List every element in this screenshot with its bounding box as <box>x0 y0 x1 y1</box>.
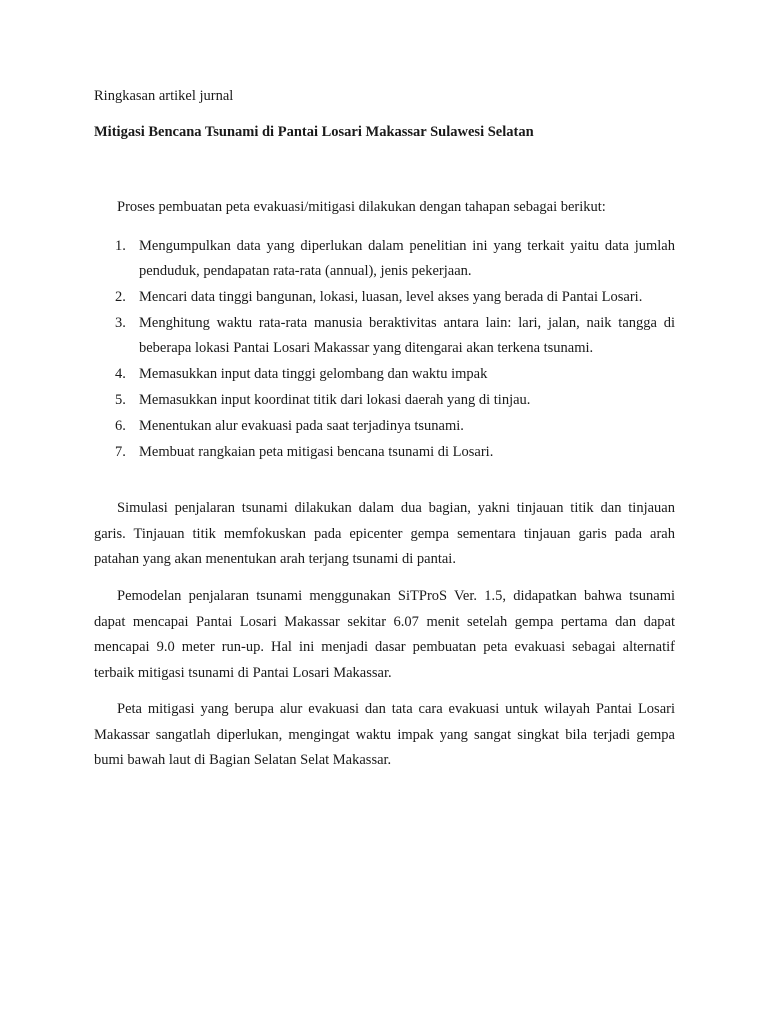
list-item-number: 4. <box>115 366 126 382</box>
list-item-text: Mencari data tinggi bangunan, lokasi, luasan, level akses yang berada di Pantai Losari. <box>139 289 643 305</box>
list-item-text: Menghitung waktu rata-rata manusia beraktivitas antara lain: lari, jalan, naik tangga di beberapa lokasi Pantai Losari Makassar yang ditengarai akan terkena tsunami. <box>139 315 675 356</box>
document-header-label: Ringkasan artikel jurnal <box>94 88 234 104</box>
intro-paragraph: Proses pembuatan peta evakuasi/mitigasi dilakukan dengan tahapan sebagai berikut: <box>117 199 606 215</box>
list-item <box>94 311 675 361</box>
list-item-text: Memasukkan input koordinat titik dari lokasi daerah yang di tinjau. <box>139 392 531 408</box>
body-paragraph-mitigation-map: Peta mitigasi yang berupa alur evakuasi dan tata cara evakuasi untuk wilayah Pantai Losari Makassar sangatlah diperlukan, mengingat waktu impak yang sangat singkat bila terjadi gempa bumi bawah laut di Bagian Selatan Selat Makassar. <box>94 701 675 768</box>
list-item-number: 3. <box>115 315 126 331</box>
list-item-text: Memasukkan input data tinggi gelombang dan waktu impak <box>139 366 488 382</box>
body-paragraph-modeling: Pemodelan penjalaran tsunami menggunakan SiTProS Ver. 1.5, didapatkan bahwa tsunami dapat mencapai Pantai Losari Makassar sekitar 6.07 menit setelah gempa pertama dan dapat mencapai 9.0 meter run-up. Hal ini menjadi dasar pembuatan peta evakuasi sebagai alternatif terbaik mitigasi tsunami di Pantai Losari Makassar. <box>94 588 675 681</box>
body-paragraph-simulation: Simulasi penjalaran tsunami dilakukan dalam dua bagian, yakni tinjauan titik dan tinjauan garis. Tinjauan titik memfokuskan pada epicenter gempa sementara tinjauan garis pada arah patahan yang akan menentukan arah terjang tsunami di pantai. <box>94 500 675 567</box>
list-item <box>94 234 675 284</box>
list-item-text: Menentukan alur evakuasi pada saat terjadinya tsunami. <box>139 418 464 434</box>
steps-list <box>94 234 675 466</box>
list-item-number: 1. <box>115 238 126 254</box>
list-item-number: 6. <box>115 418 126 434</box>
list-item <box>94 440 675 465</box>
list-item <box>94 285 675 310</box>
list-item-text: Mengumpulkan data yang diperlukan dalam penelitian ini yang terkait yaitu data jumlah penduduk, pendapatan rata-rata (annual), jenis pekerjaan. <box>139 238 675 279</box>
list-item <box>94 362 675 387</box>
list-item-number: 2. <box>115 289 126 305</box>
list-item-number: 5. <box>115 392 126 408</box>
document-title: Mitigasi Bencana Tsunami di Pantai Losari Makassar Sulawesi Selatan <box>94 124 534 140</box>
list-item <box>94 388 675 413</box>
list-item-text: Membuat rangkaian peta mitigasi bencana tsunami di Losari. <box>139 444 494 460</box>
list-item <box>94 414 675 439</box>
list-item-number: 7. <box>115 444 126 460</box>
